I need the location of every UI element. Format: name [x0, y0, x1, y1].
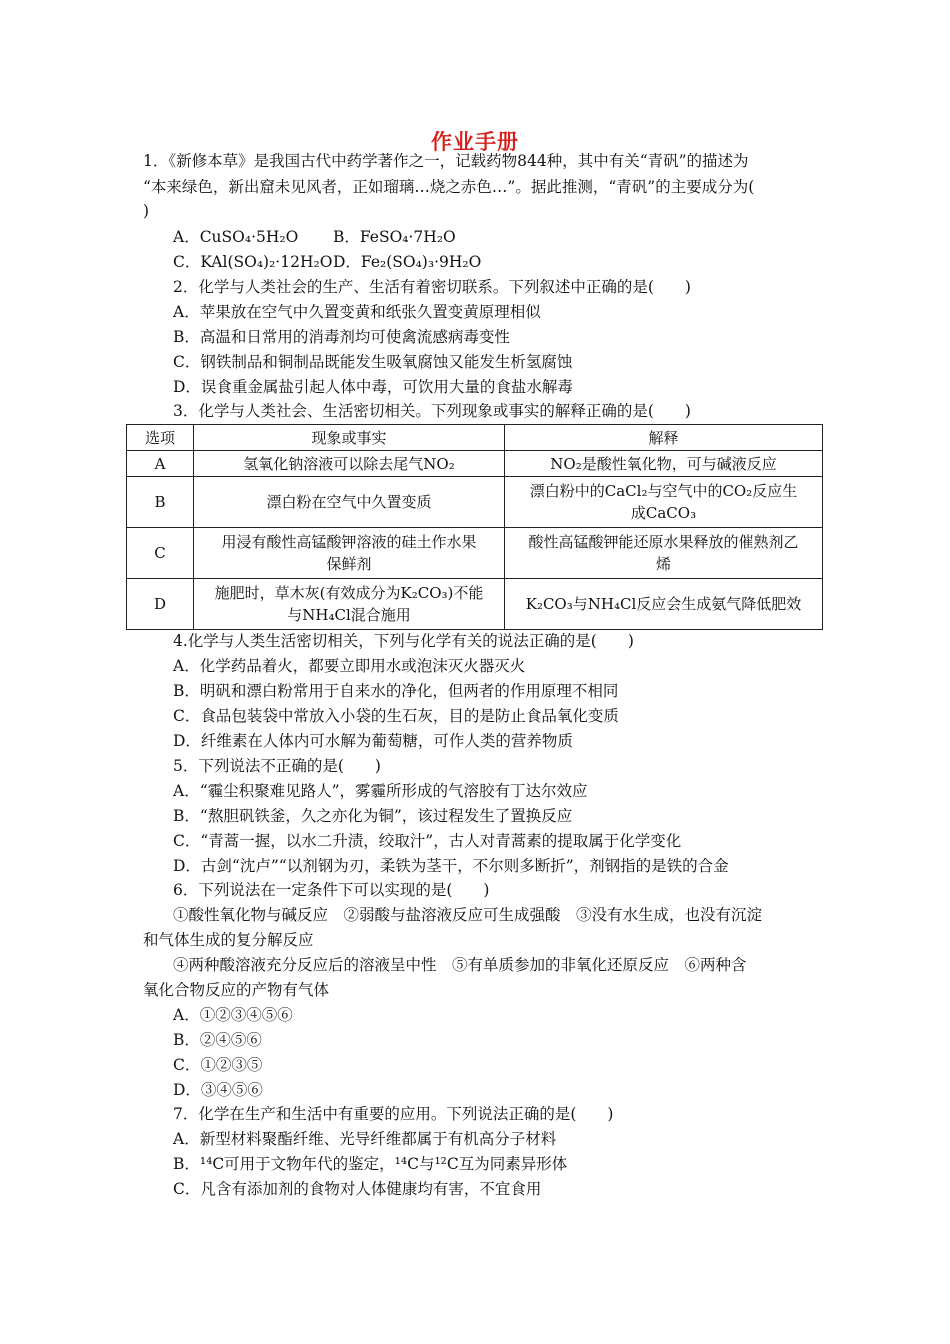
- q1-option-a: A．CuSO₄·5H₂O: [173, 228, 299, 246]
- q6-statements-line1: ①酸性氧化物与碱反应 ②弱酸与盐溶液反应可生成强酸 ③没有水生成，也没有沉淀: [173, 906, 763, 924]
- row-explanation: [505, 477, 823, 528]
- row-fact-line2: 与NH₄Cl混合施用: [287, 606, 411, 624]
- q1-option-d: D．Fe₂(SO₄)₃·9H₂O: [333, 253, 482, 271]
- q6-statements-line3: ④两种酸溶液充分反应后的溶液呈中性 ⑤有单质参加的非氧化还原反应 ⑥两种含: [173, 956, 747, 974]
- row-option: C: [127, 528, 194, 579]
- table-row: [127, 579, 823, 630]
- page-title: 作业手册: [431, 130, 519, 154]
- q1-stem-line1: 1．《新修本草》是我国古代中药学著作之一，记载药物844种，其中有关“青矾”的描述为: [143, 152, 749, 170]
- q1-option-c: C．KAl(SO₄)₂·12H₂O: [173, 253, 333, 271]
- q4-option-a: A．化学药品着火，都要立即用水或泡沫灭火器灭火: [173, 657, 526, 675]
- q6-statements-line4: 氧化合物反应的产物有气体: [143, 981, 330, 999]
- row-option: D: [127, 579, 194, 630]
- q7-option-c: C．凡含有添加剂的食物对人体健康均有害，不宜食用: [173, 1180, 542, 1198]
- row-option: B: [127, 477, 194, 528]
- q4-option-c: C．食品包装袋中常放入小袋的生石灰，目的是防止食品氧化变质: [173, 707, 619, 725]
- q4-option-b: B．明矾和漂白粉常用于自来水的净化，但两者的作用原理不相同: [173, 682, 619, 700]
- q5-stem: 5．下列说法不正确的是( ): [173, 757, 381, 775]
- header-option: 选项: [127, 425, 194, 451]
- header-fact: 现象或事实: [194, 425, 505, 451]
- row-explanation-line2: 烯: [655, 555, 671, 573]
- q5-option-c: C．“青蒿一握，以水二升渍，绞取汁”，古人对青蒿素的提取属于化学变化: [173, 832, 682, 850]
- q6-option-d: D．③④⑤⑥: [173, 1081, 263, 1099]
- header-explanation: 解释: [505, 425, 823, 451]
- q6-statements-line2: 和气体生成的复分解反应: [143, 931, 314, 949]
- row-fact-line1: 用浸有酸性高锰酸钾溶液的硅土作水果: [221, 533, 477, 551]
- row-fact-line1: 施肥时，草木灰(有效成分为K₂CO₃)不能: [214, 584, 484, 602]
- q7-option-a: A．新型材料聚酯纤维、光导纤维都属于有机高分子材料: [173, 1130, 557, 1148]
- q3-stem: 3．化学与人类社会、生活密切相关。下列现象或事实的解释正确的是( ): [173, 402, 691, 420]
- table-row: [127, 528, 823, 579]
- q1-stem-line2: “本来绿色，新出窟未见风者，正如瑠璃…烧之赤色…”。据此推测，“青矾”的主要成分为(: [143, 178, 755, 196]
- q2-stem: 2．化学与人类社会的生产、生活有着密切联系。下列叙述中正确的是( ): [173, 278, 691, 296]
- q6-option-b: B．②④⑤⑥: [173, 1031, 262, 1049]
- q7-option-b: B．¹⁴C可用于文物年代的鉴定，¹⁴C与¹²C互为同素异形体: [173, 1155, 568, 1173]
- q4-option-d: D．纤维素在人体内可水解为葡萄糖，可作人类的营养物质: [173, 732, 573, 750]
- q6-option-c: C．①②③⑤: [173, 1056, 263, 1074]
- q4-stem: 4.化学与人类生活密切相关，下列与化学有关的说法正确的是( ): [173, 632, 634, 650]
- q2-option-b: B．高温和日常用的消毒剂均可使禽流感病毒变性: [173, 328, 510, 346]
- q2-option-c: C．钢铁制品和铜制品既能发生吸氧腐蚀又能发生析氢腐蚀: [173, 353, 573, 371]
- row-explanation-line2: 成CaCO₃: [630, 504, 697, 522]
- q7-stem: 7．化学在生产和生活中有重要的应用。下列说法正确的是( ): [173, 1105, 614, 1123]
- row-fact: 漂白粉在空气中久置变质: [194, 477, 505, 528]
- q5-option-d: D．古剑“沈卢”“以剂钢为刃，柔铁为茎干，不尔则多断折”，剂钢指的是铁的合金: [173, 857, 729, 875]
- row-fact-line2: 保鲜剂: [326, 555, 372, 573]
- q5-option-b: B．“熬胆矾铁釜，久之亦化为铜”，该过程发生了置换反应: [173, 807, 573, 825]
- row-option: A: [127, 451, 194, 477]
- table-header-row: [127, 425, 823, 451]
- row-explanation: K₂CO₃与NH₄Cl反应会生成氨气降低肥效: [505, 579, 823, 630]
- row-explanation-line1: 酸性高锰酸钾能还原水果释放的催熟剂乙: [528, 533, 799, 551]
- row-explanation: NO₂是酸性氧化物，可与碱液反应: [505, 451, 823, 477]
- row-explanation: [505, 528, 823, 579]
- q5-option-a: A．“霾尘积聚难见路人”，雾霾所形成的气溶胶有丁达尔效应: [173, 782, 588, 800]
- row-fact: 氢氧化钠溶液可以除去尾气NO₂: [194, 451, 505, 477]
- q3-table: [126, 424, 823, 630]
- q2-option-a: A．苹果放在空气中久置变黄和纸张久置变黄原理相似: [173, 303, 541, 321]
- q1-option-b: B．FeSO₄·7H₂O: [333, 228, 456, 246]
- row-fact: [194, 528, 505, 579]
- row-fact: [194, 579, 505, 630]
- table-row: [127, 477, 823, 528]
- q1-stem-line3: ): [143, 202, 150, 220]
- row-explanation-line1: 漂白粉中的CaCl₂与空气中的CO₂反应生: [529, 482, 798, 500]
- table-row: [127, 451, 823, 477]
- q6-stem: 6．下列说法在一定条件下可以实现的是( ): [173, 881, 490, 899]
- q2-option-d: D．误食重金属盐引起人体中毒，可饮用大量的食盐水解毒: [173, 378, 573, 396]
- q6-option-a: A．①②③④⑤⑥: [173, 1006, 293, 1024]
